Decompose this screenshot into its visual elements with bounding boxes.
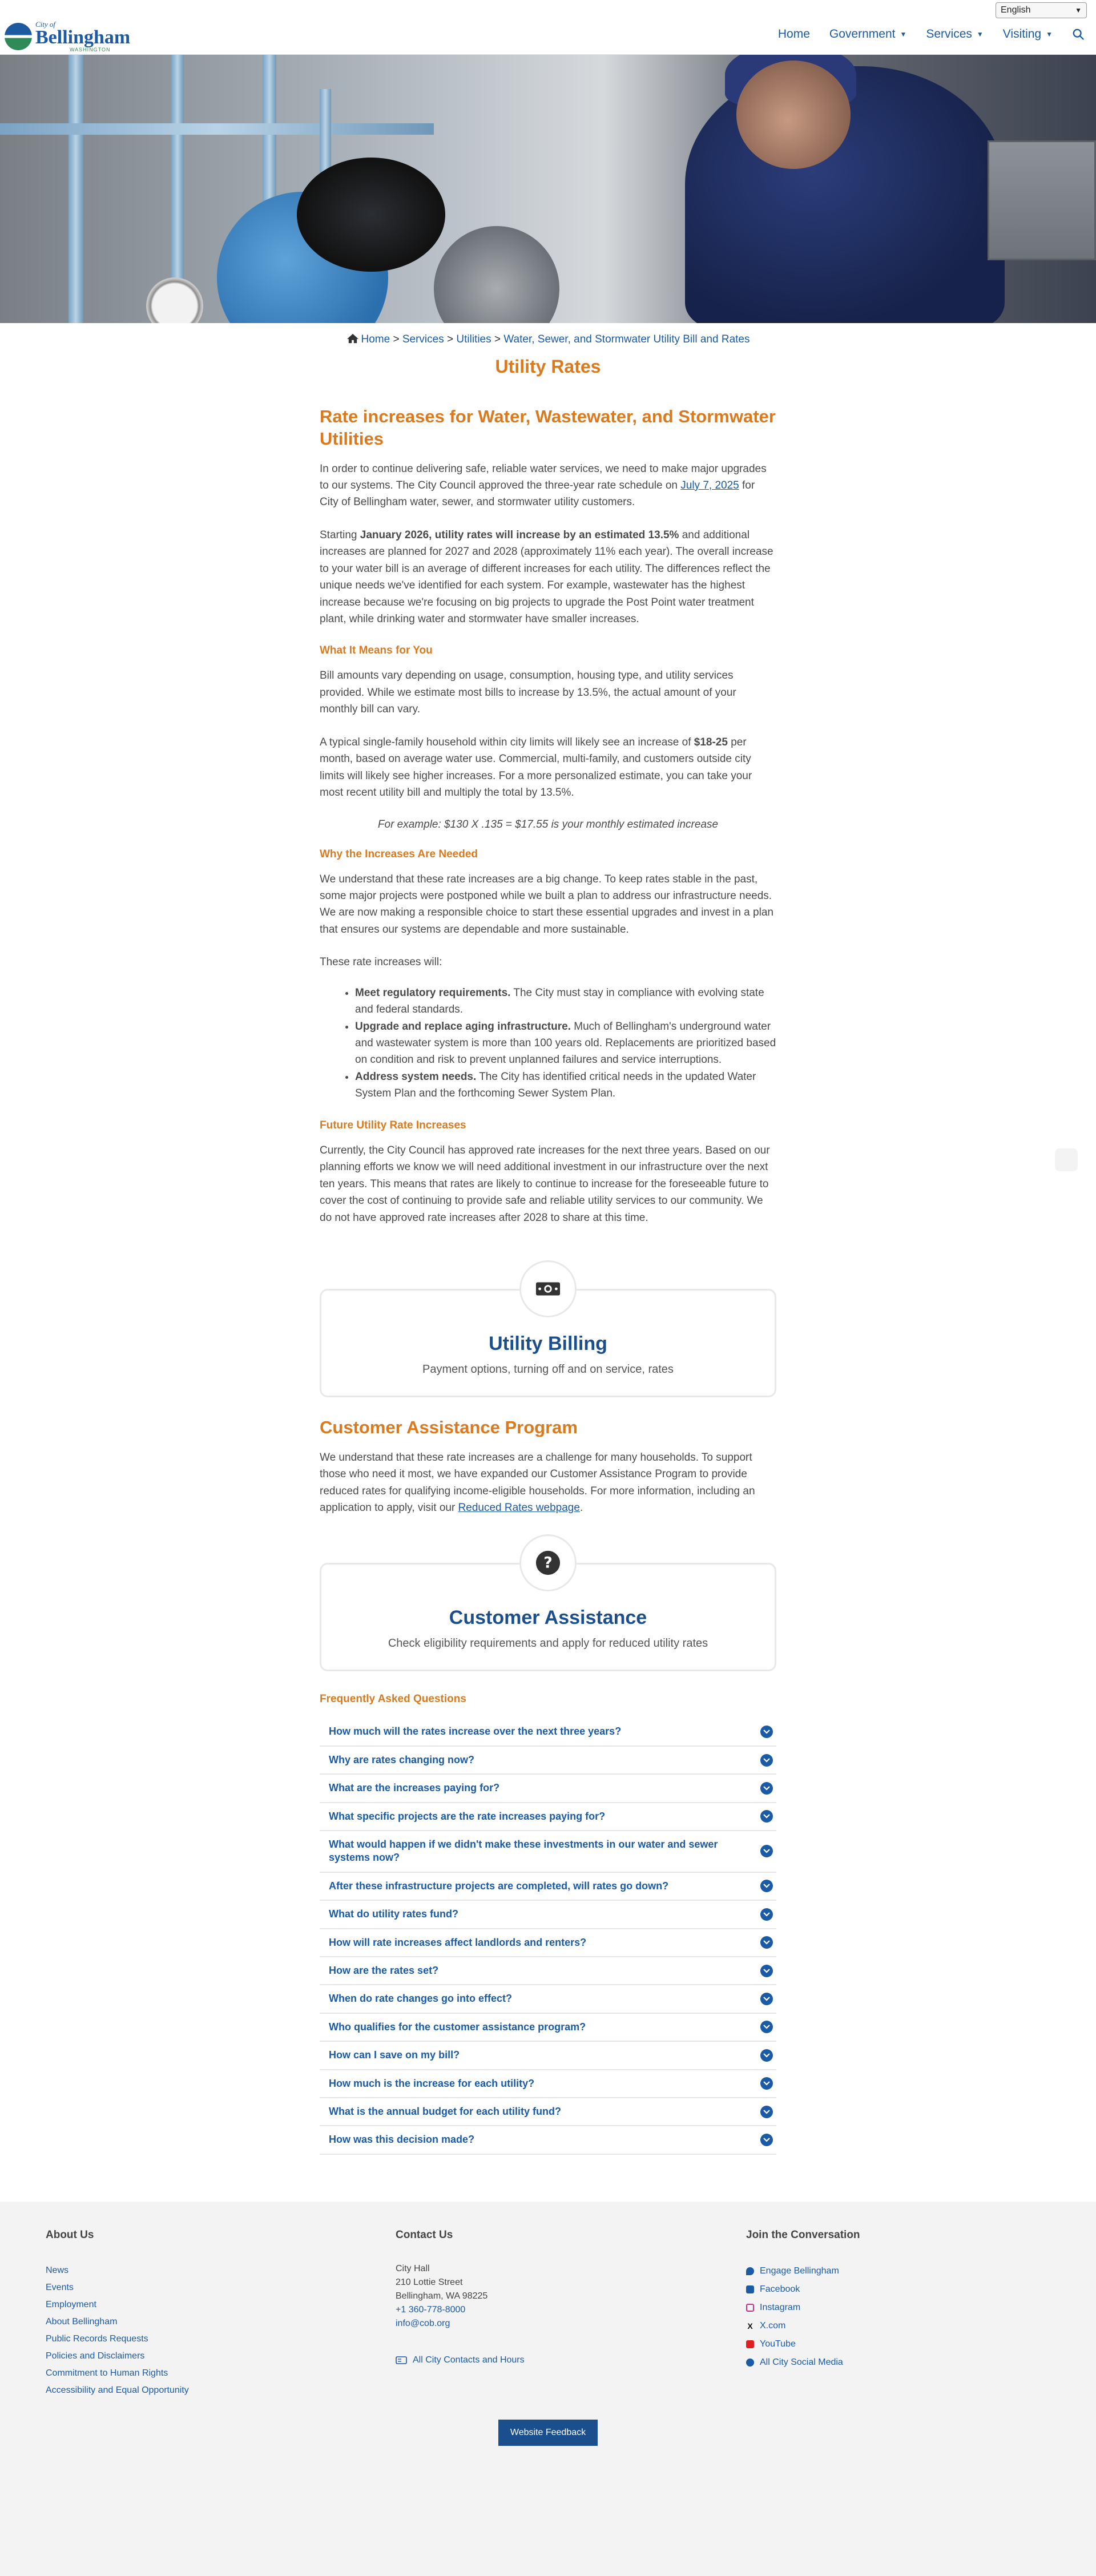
chevron-down-icon [760, 2077, 773, 2090]
main-content [320, 333, 776, 2155]
list-item: • Meet regulatory requirements. The City must stay in compliance with evolving state and federal standards. [355, 985, 776, 1018]
x-icon: X [747, 2321, 753, 2331]
example-calculation: For example: $130 X .135 = $17.55 is your monthly estimated increase [377, 818, 719, 831]
why-paragraph-1: We understand that these rate increases are a big change. To keep rates stable in the past, some major projects were postponed while we built a plan to address our infrastructure needs. We are now making a responsible choice to start these essential upgrades and invest in a plan that ensures our systems are dependable and more sustainable. [320, 873, 773, 936]
website-feedback-button[interactable]: Website Feedback [498, 2420, 598, 2446]
chevron-down-icon [760, 1908, 773, 1921]
logo-tag-text: WASHINGTON [70, 47, 111, 53]
council-date-link[interactable]: July 7, 2025 [680, 479, 739, 491]
footer-link-human-rights[interactable]: Commitment to Human Rights [46, 2368, 168, 2378]
chevron-down-icon [760, 1782, 773, 1795]
contact-phone-link[interactable]: +1 360-778-8000 [396, 2304, 466, 2315]
chevron-down-icon [760, 1936, 773, 1949]
chevron-down-icon [760, 2021, 773, 2033]
chevron-down-icon [760, 1880, 773, 1892]
future-heading: Future Utility Rate Increases [320, 1119, 466, 1131]
contact-email-link[interactable]: info@cob.org [396, 2318, 450, 2328]
faq-item[interactable]: How much is the increase for each utility? [320, 2070, 776, 2098]
floating-side-button[interactable] [1055, 1148, 1078, 1171]
rate-increase-heading: Rate increases for Water, Wastewater, and Stormwater Utilities [320, 406, 776, 449]
footer-link-employment[interactable]: Employment [46, 2299, 96, 2309]
breadcrumb-services[interactable]: Services [402, 333, 444, 345]
instagram-icon [746, 2304, 754, 2312]
social-link-facebook[interactable]: Facebook [746, 2280, 860, 2299]
nav-home[interactable]: Home [777, 27, 810, 41]
why-heading: Why the Increases Are Needed [320, 848, 478, 860]
footer-about-heading: About Us [46, 2228, 94, 2241]
chevron-down-icon [760, 1993, 773, 2005]
faq-list [320, 1718, 776, 2154]
hero-image [0, 55, 1096, 323]
assistance-heading: Customer Assistance Program [320, 1417, 578, 1437]
address-card-icon [396, 2356, 407, 2364]
arrow-circle-icon [746, 2359, 754, 2367]
faq-item[interactable]: How much will the rates increase over the next three years? [320, 1718, 776, 1746]
faq-item[interactable]: Who qualifies for the customer assistance program? [320, 2014, 776, 2042]
chevron-down-icon: ▼ [1075, 6, 1082, 14]
site-header [0, 20, 1096, 55]
faq-item[interactable]: How was this decision made? [320, 2126, 776, 2154]
faq-item[interactable]: What would happen if we didn't make these investments in our water and sewer systems now? [320, 1831, 776, 1873]
nav-visiting[interactable]: Visiting ▼ [1002, 27, 1053, 41]
faq-item[interactable]: After these infrastructure projects are completed, will rates go down? [320, 1873, 776, 1901]
breadcrumb-current[interactable]: Water, Sewer, and Stormwater Utility Bill and Rates [503, 333, 750, 345]
social-link-youtube[interactable]: YouTube [746, 2335, 860, 2353]
svg-text:?: ? [543, 1554, 553, 1573]
footer-contact [396, 2229, 525, 2367]
rate-intro-paragraph: In order to continue delivering safe, reliable water services, we need to make major upgrades to our systems. The City Council approved the three-year rate schedule on July 7, 2025 for City of Bellingham water, sewer, and stormwater utility customers. [320, 462, 767, 509]
card-description: Payment options, turning off and on service, rates [422, 1362, 674, 1376]
footer-contact-heading: Contact Us [396, 2228, 453, 2241]
social-link-engage[interactable]: Engage Bellingham [746, 2262, 860, 2280]
nav-government[interactable]: Government ▼ [829, 27, 907, 41]
social-link-all[interactable]: All City Social Media [746, 2353, 860, 2372]
increase-reasons-list [355, 985, 776, 1102]
logo-city-text: City of [35, 20, 56, 29]
chevron-down-icon [760, 2106, 773, 2118]
chevron-down-icon [760, 1845, 773, 1857]
social-link-instagram[interactable]: Instagram [746, 2299, 860, 2317]
chevron-down-icon [760, 2049, 773, 2062]
chevron-down-icon [760, 1965, 773, 1977]
logo-name-text: Bellingham [35, 27, 131, 48]
footer-link-policies[interactable]: Policies and Disclaimers [46, 2351, 145, 2361]
card-description: Check eligibility requirements and apply for reduced utility rates [388, 1637, 708, 1650]
home-icon [346, 333, 359, 344]
main-nav [778, 27, 1085, 41]
caret-down-icon: ▼ [900, 30, 907, 38]
city-logo[interactable] [5, 21, 130, 53]
faq-item[interactable]: How can I save on my bill? [320, 2042, 776, 2070]
rate-detail-paragraph: Starting January 2026, utility rates will increase by an estimated 13.5% and additional increases are planned for 2027 and 2028 (approximately 11% each year). The overall increase to your water bill is an average of different increases for each utility. The differences reflect the unique needs we've identified for each system. For example, wastewater has the highest increase because we're focusing on big projects to upgrade the Post Point water treatment plant, while drinking water and stormwater have smaller increases. [320, 529, 773, 625]
footer-social-heading: Join the Conversation [746, 2228, 860, 2241]
card-title: Customer Assistance [449, 1607, 647, 1629]
faq-item[interactable]: Why are rates changing now? [320, 1747, 776, 1775]
breadcrumb-utilities[interactable]: Utilities [456, 333, 491, 345]
page-title: Utility Rates [495, 356, 601, 377]
language-select[interactable] [996, 2, 1087, 18]
chevron-down-icon [760, 1726, 773, 1738]
utility-billing-card[interactable] [320, 1289, 776, 1397]
assistance-paragraph: We understand that these rate increases are a challenge for many households. To support those who need it most, we have expanded our Customer Assistance Program to provide reduced rates for qualifying income-eligible households. For more information, including an application to apply, visit our Reduced Rates webpage. [320, 1451, 755, 1514]
footer-link-events[interactable]: Events [46, 2282, 74, 2292]
future-paragraph: Currently, the City Council has approved rate increases for the next three years. Based on our planning efforts we know we will need additional investment in our infrastructure over the next ten years. This means that rates are likely to continue to increase for the foreseeable future to cover the cost of continuing to provide safe and reliable utility services to our community. We do not have approved rate increases after 2028 to share at this time. [320, 1144, 770, 1224]
faq-item[interactable]: What specific projects are the rate increases paying for? [320, 1803, 776, 1831]
question-icon [519, 1534, 577, 1591]
faq-item[interactable]: How will rate increases affect landlords and renters? [320, 1929, 776, 1957]
logo-mark-icon [5, 23, 32, 50]
faq-item[interactable]: How are the rates set? [320, 1957, 776, 1985]
social-link-x[interactable]: X X.com [746, 2317, 860, 2335]
footer-link-public-records[interactable]: Public Records Requests [46, 2333, 148, 2344]
engage-icon [746, 2267, 754, 2275]
footer-link-accessibility[interactable]: Accessibility and Equal Opportunity [46, 2385, 189, 2395]
faq-item[interactable]: When do rate changes go into effect? [320, 1985, 776, 2013]
contact-street: 210 Lottie Street [396, 2277, 463, 2287]
customer-assistance-card[interactable] [320, 1554, 776, 1671]
caret-down-icon: ▼ [976, 30, 984, 38]
breadcrumb: Home > Services > Utilities > Water, Sewer, and Stormwater Utility Bill and Rates [320, 333, 776, 346]
footer-link-about-bellingham[interactable]: About Bellingham [46, 2316, 118, 2327]
chevron-down-icon [760, 2134, 773, 2146]
facebook-icon [746, 2285, 754, 2293]
footer-social [746, 2229, 860, 2372]
site-footer [0, 2202, 1096, 2576]
contact-city: Bellingham, WA 98225 [396, 2291, 488, 2301]
card-title: Utility Billing [489, 1332, 607, 1354]
contact-name: City Hall [396, 2263, 430, 2273]
faq-item[interactable]: What are the increases paying for? [320, 1775, 776, 1803]
footer-about [46, 2229, 189, 2399]
caret-down-icon: ▼ [1046, 30, 1053, 38]
breadcrumb-home[interactable]: Home [361, 333, 390, 345]
reduced-rates-link[interactable]: Reduced Rates webpage [458, 1502, 580, 1514]
youtube-icon [746, 2340, 754, 2348]
language-selected: English [1001, 5, 1031, 15]
all-contacts-link[interactable]: All City Contacts and Hours [396, 2353, 525, 2367]
list-item: • Address system needs. The City has identified critical needs in the updated Water System Plan and the forthcoming Sewer System Plan. [355, 1069, 776, 1102]
search-icon[interactable] [1072, 28, 1085, 41]
faq-item[interactable]: What is the annual budget for each utility fund? [320, 2098, 776, 2126]
language-bar [0, 0, 1096, 23]
means-heading: What It Means for You [320, 644, 433, 657]
means-paragraph-2: A typical single-family household within city limits will likely see an increase of $18-25 per month, based on average water use. Commercial, multi-family, and customers outside city limits will likely see higher increases. For a more personalized estimate, you can take your most recent utility bill and multiply the total by 13.5%. [320, 736, 752, 799]
means-paragraph-1: Bill amounts vary depending on usage, consumption, housing type, and utility services provided. While we estimate most bills to increase by 13.5%, the actual amount of your monthly bill can vary. [320, 670, 736, 716]
chevron-down-icon [760, 1810, 773, 1823]
faq-item[interactable]: What do utility rates fund? [320, 1901, 776, 1929]
money-icon [519, 1260, 577, 1317]
footer-link-news[interactable]: News [46, 2265, 69, 2275]
list-item: • Upgrade and replace aging infrastructure. Much of Bellingham's underground water and wastewater system is more than 100 years old. Replacements are prioritized based on condition and risk to prevent unplanned failures and service interruptions. [355, 1018, 776, 1069]
nav-services[interactable]: Services ▼ [926, 27, 984, 41]
why-paragraph-2: These rate increases will: [320, 956, 442, 969]
faq-heading: Frequently Asked Questions [320, 1693, 466, 1706]
chevron-down-icon [760, 1754, 773, 1767]
